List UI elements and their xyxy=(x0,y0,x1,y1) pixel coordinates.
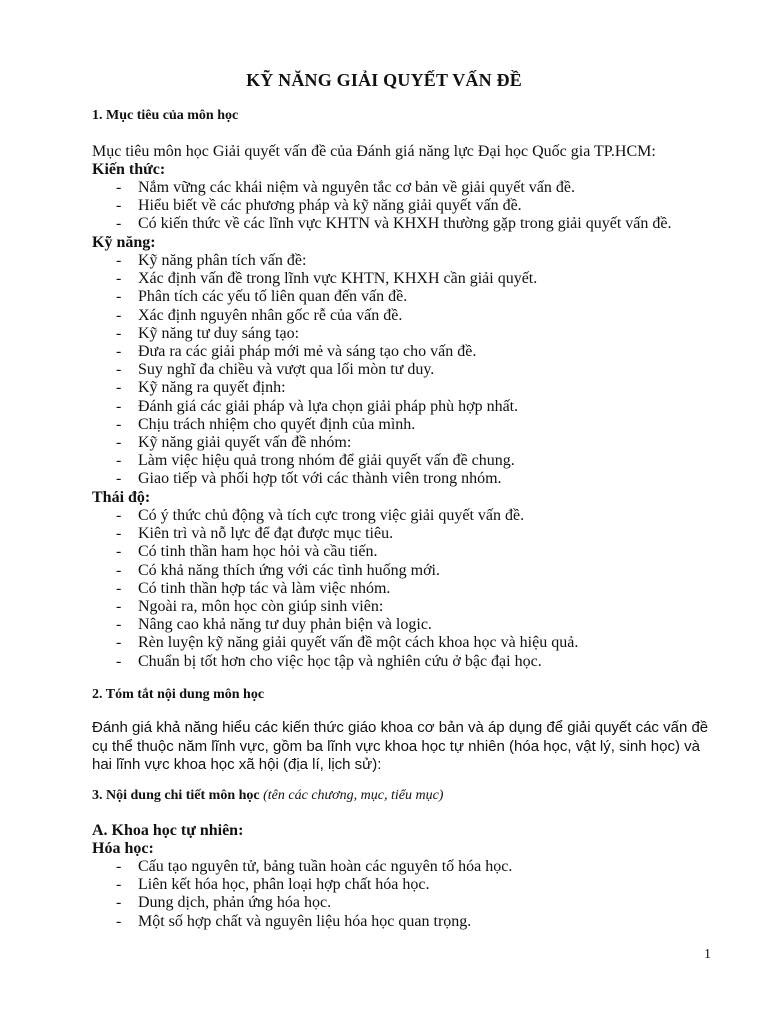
page-number: 1 xyxy=(704,947,711,962)
list-item xyxy=(92,580,578,598)
list-item-text: Suy nghĩ đa chiều và vượt qua lối mòn tư duy. xyxy=(138,361,435,379)
chemistry-list xyxy=(92,858,512,931)
bullet-dash: - xyxy=(116,433,122,451)
list-item xyxy=(92,252,537,270)
bullet-dash: - xyxy=(116,179,122,196)
list-item xyxy=(92,398,537,416)
list-item xyxy=(92,361,537,379)
bullet-dash: - xyxy=(116,342,122,360)
list-item xyxy=(92,197,671,215)
part-a-heading: A. Khoa học tự nhiên: xyxy=(92,822,244,839)
bullet-dash: - xyxy=(116,270,122,288)
bullet-dash: - xyxy=(116,912,122,930)
list-item-text: Dung dịch, phản ứng hóa học. xyxy=(138,894,332,912)
section-2-body: Đánh giá khả năng hiểu các kiến thức giáo khoa cơ bản và áp dụng để giải quyết các vấn đề cụ thể thuộc năm lĩnh vực, gồm ba lĩnh vực khoa học tự nhiên (hóa học, vật lý, sinh học) và hai lĩnh vực khoa học xã hội (địa lí, lịch sử): xyxy=(92,719,709,773)
bullet-dash: - xyxy=(116,597,122,615)
list-item xyxy=(92,325,537,343)
list-item-text: Nâng cao khả năng tư duy phản biện và logic. xyxy=(138,616,432,634)
bullet-dash: - xyxy=(116,579,122,597)
bullet-dash: - xyxy=(116,561,122,579)
list-item-text: Chuẩn bị tốt hơn cho việc học tập và nghiên cứu ở bậc đại học. xyxy=(138,652,542,670)
bullet-dash: - xyxy=(116,858,122,875)
list-item xyxy=(92,653,578,671)
bullet-dash: - xyxy=(116,324,122,342)
list-item-text: Kỹ năng ra quyết định: xyxy=(138,379,286,397)
list-item xyxy=(92,525,578,543)
skills-label: Kỹ năng: xyxy=(92,234,156,251)
list-item-text: Phân tích các yếu tố liên quan đến vấn đề. xyxy=(138,288,408,306)
list-item-text: Làm việc hiệu quả trong nhóm để giải quyết vấn đề chung. xyxy=(138,452,515,470)
skills-list xyxy=(92,252,537,488)
section-1-heading: 1. Mục tiêu của môn học xyxy=(92,108,239,123)
bullet-dash: - xyxy=(116,894,122,912)
list-item xyxy=(92,434,537,452)
bullet-dash: - xyxy=(116,470,122,488)
list-item-text: Một số hợp chất và nguyên liệu hóa học quan trọng. xyxy=(138,912,472,930)
list-item-text: Chịu trách nhiệm cho quyết định của mình. xyxy=(138,415,416,433)
list-item-text: Có khả năng thích ứng với các tình huống mới. xyxy=(138,561,440,579)
list-item xyxy=(92,913,512,931)
bullet-dash: - xyxy=(116,252,122,269)
list-item-text: Hiểu biết về các phương pháp và kỹ năng giải quyết vấn đề. xyxy=(138,197,522,215)
section-3-note: (tên các chương, mục, tiểu mục) xyxy=(263,788,444,803)
bullet-dash: - xyxy=(116,543,122,561)
bullet-dash: - xyxy=(116,452,122,470)
list-item-text: Đưa ra các giải pháp mới mẻ và sáng tạo cho vấn đề. xyxy=(138,342,477,360)
list-item xyxy=(92,215,671,233)
list-item xyxy=(92,452,537,470)
list-item-text: Nắm vững các khái niệm và nguyên tắc cơ bản về giải quyết vấn đề. xyxy=(138,179,575,196)
list-item-text: Xác định vấn đề trong lĩnh vực KHTN, KHXH cần giải quyết. xyxy=(138,270,538,288)
bullet-dash: - xyxy=(116,634,122,652)
list-item xyxy=(92,894,512,912)
chemistry-label: Hóa học: xyxy=(92,840,154,857)
list-item xyxy=(92,343,537,361)
list-item-text: Xác định nguyên nhân gốc rễ của vấn đề. xyxy=(138,306,403,324)
list-item xyxy=(92,858,512,876)
section-1-intro: Mục tiêu môn học Giải quyết vấn đề của Đánh giá năng lực Đại học Quốc gia TP.HCM: xyxy=(92,143,656,160)
list-item xyxy=(92,876,512,894)
list-item-text: Giao tiếp và phối hợp tốt với các thành viên trong nhóm. xyxy=(138,470,502,488)
bullet-dash: - xyxy=(116,306,122,324)
list-item xyxy=(92,379,537,397)
bullet-dash: - xyxy=(116,397,122,415)
list-item xyxy=(92,416,537,434)
attitude-label: Thái độ: xyxy=(92,489,151,506)
list-item-text: Có tinh thần hợp tác và làm việc nhóm. xyxy=(138,579,391,597)
knowledge-list xyxy=(92,179,671,234)
list-item-text: Kiên trì và nỗ lực để đạt được mục tiêu. xyxy=(138,525,394,543)
bullet-dash: - xyxy=(116,415,122,433)
bullet-dash: - xyxy=(116,876,122,894)
list-item xyxy=(92,543,578,561)
list-item xyxy=(92,507,578,525)
list-item-text: Đánh giá các giải pháp và lựa chọn giải pháp phù hợp nhất. xyxy=(138,397,519,415)
bullet-dash: - xyxy=(116,361,122,379)
bullet-dash: - xyxy=(116,215,122,233)
section-3-title: 3. Nội dung chi tiết môn học xyxy=(92,788,260,803)
bullet-dash: - xyxy=(116,288,122,306)
knowledge-label: Kiến thức: xyxy=(92,161,166,178)
list-item xyxy=(92,616,578,634)
document-title: KỸ NĂNG GIẢI QUYẾT VẤN ĐỀ xyxy=(246,70,522,90)
list-item xyxy=(92,288,537,306)
list-item-text: Có kiến thức về các lĩnh vực KHTN và KHXH thường gặp trong giải quyết vấn đề. xyxy=(138,215,672,233)
list-item-text: Kỹ năng phân tích vấn đề: xyxy=(138,252,307,269)
bullet-dash: - xyxy=(116,507,122,524)
bullet-dash: - xyxy=(116,616,122,634)
list-item-text: Cấu tạo nguyên tử, bảng tuần hoàn các nguyên tố hóa học. xyxy=(138,858,513,875)
list-item xyxy=(92,307,537,325)
bullet-dash: - xyxy=(116,525,122,543)
attitude-list xyxy=(92,507,578,671)
list-item-text: Có ý thức chủ động và tích cực trong việc giải quyết vấn đề. xyxy=(138,507,525,524)
list-item xyxy=(92,470,537,488)
bullet-dash: - xyxy=(116,197,122,215)
bullet-dash: - xyxy=(116,652,122,670)
list-item-text: Rèn luyện kỹ năng giải quyết vấn đề một cách khoa học và hiệu quả. xyxy=(138,634,579,652)
list-item xyxy=(92,562,578,580)
list-item-text: Có tinh thần ham học hỏi và cầu tiến. xyxy=(138,543,378,561)
list-item-text: Kỹ năng tư duy sáng tạo: xyxy=(138,324,300,342)
list-item xyxy=(92,598,578,616)
section-3-heading xyxy=(92,788,443,804)
list-item xyxy=(92,634,578,652)
list-item-text: Kỹ năng giải quyết vấn đề nhóm: xyxy=(138,433,352,451)
list-item-text: Liên kết hóa học, phân loại hợp chất hóa học. xyxy=(138,876,430,894)
section-2-heading: 2. Tóm tắt nội dung môn học xyxy=(92,687,265,702)
bullet-dash: - xyxy=(116,379,122,397)
list-item-text: Ngoài ra, môn học còn giúp sinh viên: xyxy=(138,597,384,615)
list-item xyxy=(92,270,537,288)
list-item xyxy=(92,179,671,197)
